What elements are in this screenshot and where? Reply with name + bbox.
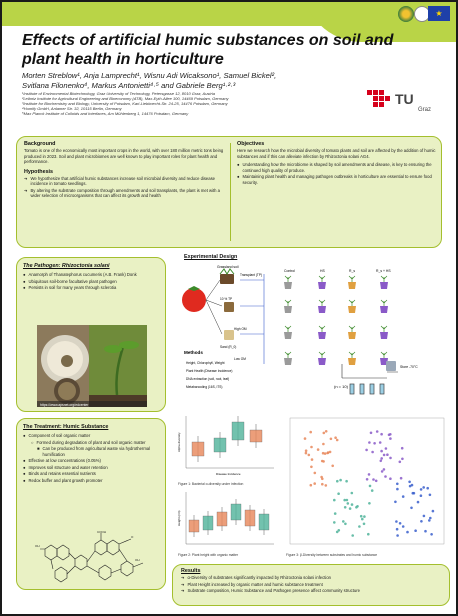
figure-2-boxplot xyxy=(176,490,276,552)
eu-flag-icon: ★ xyxy=(428,6,450,21)
svg-text:Metabarcoding (16S, ITS): Metabarcoding (16S, ITS) xyxy=(186,385,223,389)
affiliation: ⁴Humify GmbH, Anlamer Str. 32, 10115 Berlin, Germany xyxy=(22,106,122,111)
objectives-heading: Objectives xyxy=(237,141,265,147)
scatter-point xyxy=(366,478,369,481)
treatment-subbullet: ■ Can be produced from agricultural waste via hydrothermal humification xyxy=(37,446,151,457)
poster xyxy=(2,2,456,614)
figure-2-caption: Figure 2: Plant height with organic matter xyxy=(178,553,239,557)
pathogen-photo xyxy=(37,325,147,407)
scatter-point xyxy=(412,492,415,495)
scatter-point xyxy=(424,530,427,533)
scatter-point xyxy=(389,477,392,480)
hypothesis-heading: Hypothesis xyxy=(24,168,54,175)
seedling-icon xyxy=(381,352,387,358)
svg-text:Methods: Methods xyxy=(184,350,203,355)
scatter-point xyxy=(331,465,334,468)
scatter-point xyxy=(305,449,308,452)
scatter-point xyxy=(317,448,320,451)
pathogen-bullet: ● Anamorph of Thanatephorus cucumeris (A.B. Frank) Donk xyxy=(23,272,137,277)
scatter-point xyxy=(376,430,379,433)
scatter-point xyxy=(389,457,392,460)
box-mark xyxy=(214,438,226,452)
scatter-point xyxy=(379,441,382,444)
scatter-point xyxy=(308,454,311,457)
scatter-point xyxy=(402,495,405,498)
background-text: Tomato is one of the economically most important crops in the world, with over 180 million metric tons being produced in 2023. Soil and plant microbiomes are well known to play important roles for plant health and performance. xyxy=(24,148,224,165)
scatter-point xyxy=(400,477,403,480)
experimental-design-panel xyxy=(172,252,450,412)
scatter-point xyxy=(380,460,383,463)
scatter-point xyxy=(396,488,399,491)
treatment-bullet: ● Redox buffer and plant growth promoter xyxy=(23,477,103,483)
box-mark xyxy=(232,422,244,440)
scatter-point xyxy=(349,507,352,510)
scatter-point xyxy=(310,446,313,449)
scatter-point xyxy=(368,441,371,444)
pot-icon xyxy=(348,306,356,313)
seedling-icon xyxy=(285,326,291,332)
results-heading: Results xyxy=(181,568,201,574)
scatter-point xyxy=(406,531,409,534)
affiliation: ¹Institute of Environmental Biotechnology, Graz University of Technology, Petersgasse 12, 8010 Graz, Austria xyxy=(22,91,215,96)
svg-text:Height (cm): Height (cm) xyxy=(177,510,181,526)
tu-logo-text: TU xyxy=(395,91,414,107)
results-bullet: ➔ Plant Height increased by organic matter and humic substance treatment xyxy=(181,581,323,587)
figure-3-caption: Figure 3: β-Diversity between substrates and humic substance xyxy=(286,553,378,557)
scatter-point xyxy=(321,460,324,463)
scatter-point xyxy=(336,439,339,442)
scatter-point xyxy=(370,432,373,435)
results-bullet: ➔ Substrate composition, Humic Substance and Pathogen presence affect community structure xyxy=(181,588,360,593)
scatter-point xyxy=(389,437,392,440)
box-mark xyxy=(203,516,213,530)
scatter-point xyxy=(369,485,372,488)
scatter-point xyxy=(368,473,371,476)
scatter-point xyxy=(375,480,378,483)
scatter-point xyxy=(304,437,307,440)
scatter-point xyxy=(417,501,420,504)
authors xyxy=(22,71,382,90)
humic-structure-diagram xyxy=(35,529,153,587)
scatter-point xyxy=(310,484,313,487)
svg-text:Low OM: Low OM xyxy=(234,357,246,361)
scatter-point xyxy=(414,529,417,532)
scatter-point xyxy=(420,488,423,491)
pot-icon xyxy=(380,282,388,289)
svg-text:R_s: R_s xyxy=(349,269,356,273)
scatter-point xyxy=(321,483,324,486)
scatter-point xyxy=(380,457,383,460)
scatter-point xyxy=(334,512,337,515)
scatter-point xyxy=(380,450,383,453)
objectives-text: Here we research how the microbial diversity of tomato plants and soil are affected by the addition of humic substances and if this can alleviate infection by Rhizoctonia solani AG4. xyxy=(237,148,436,159)
seedling-icon xyxy=(349,300,355,306)
svg-text:OH: OH xyxy=(135,558,140,562)
scatter-point xyxy=(325,430,328,433)
scatter-point xyxy=(373,442,376,445)
scatter-point xyxy=(401,458,404,461)
scatter-point xyxy=(356,505,359,508)
seedling-icon xyxy=(349,276,355,282)
svg-text:Store -70°C: Store -70°C xyxy=(400,365,418,369)
figure-3-scatter xyxy=(284,416,448,550)
intro-box xyxy=(16,136,442,248)
scatter-point xyxy=(360,515,363,518)
svg-text:Sand (R_0): Sand (R_0) xyxy=(220,345,237,349)
seedling-icon xyxy=(381,300,387,306)
results-box xyxy=(172,564,450,606)
box-mark xyxy=(189,520,199,532)
scatter-point xyxy=(323,432,326,435)
figure-1-caption: Figure 1: Bacterial α-diversity under infection xyxy=(178,482,244,486)
svg-text:DNA extraction (soil, root, le: DNA extraction (soil, root, leaf) xyxy=(186,377,230,381)
scatter-point xyxy=(410,507,413,510)
pathogen-bullet: ● Persists in soil for many years through sclerotia xyxy=(23,285,117,290)
affiliation: ³Institute for Biochemistry and Biology, University of Potsdam, Karl-Liebknecht-Str. 24-25, 14476 Potsdam, Germany xyxy=(22,101,228,106)
figure-1-boxplot xyxy=(176,412,276,482)
scatter-point xyxy=(330,438,333,441)
partner-logo-1 xyxy=(398,6,414,22)
scatter-point xyxy=(313,482,316,485)
scatter-point xyxy=(339,479,342,482)
scatter-point xyxy=(396,483,399,486)
seedling-icon xyxy=(381,276,387,282)
title-line-2: plant health in horticulture xyxy=(22,51,224,68)
pot-icon xyxy=(284,306,292,313)
seedling-icon xyxy=(319,300,325,306)
pathogen-heading: The Pathogen: Rhizoctonia solani xyxy=(23,263,110,269)
svg-text:High OM: High OM xyxy=(234,327,247,331)
treatment-box xyxy=(16,418,166,590)
scatter-point xyxy=(429,494,432,497)
scatter-point xyxy=(365,449,368,452)
scatter-point xyxy=(351,492,354,495)
scatter-point xyxy=(371,451,374,454)
affiliations xyxy=(22,91,352,116)
pot-icon xyxy=(318,282,326,289)
scatter-point xyxy=(367,533,370,536)
box-mark xyxy=(217,512,227,526)
scatter-point xyxy=(396,534,399,537)
treatment-bullet: ● Effective at low concentrations (0.05%) xyxy=(23,458,101,463)
scatter-point xyxy=(399,522,402,525)
figures-panel xyxy=(172,412,450,562)
svg-text:Plant Health (Disease Incidenc: Plant Health (Disease Incidence) xyxy=(186,369,233,373)
pot-icon xyxy=(318,332,326,339)
treatment-bullet: ● Component of soil organic matter xyxy=(23,433,91,438)
scatter-point xyxy=(420,520,423,523)
scatter-point xyxy=(305,452,308,455)
tomato-icon xyxy=(182,288,206,312)
background-heading: Background xyxy=(24,141,56,147)
seedling-icon xyxy=(319,326,325,332)
treatment-bullet: ● Binds and retains essential nutrients xyxy=(23,471,96,476)
scatter-point xyxy=(322,443,325,446)
scatter-point xyxy=(329,451,332,454)
scatter-point xyxy=(428,519,431,522)
scatter-point xyxy=(342,520,345,523)
scatter-point xyxy=(432,510,435,513)
pathogen-box xyxy=(16,257,166,412)
pot-icon xyxy=(348,358,356,365)
box-mark xyxy=(192,442,204,456)
scatter-point xyxy=(334,436,337,439)
box-mark xyxy=(245,510,255,526)
pot-icon xyxy=(318,306,326,313)
hypothesis-bullet: ➔ By altering the substrate composition through amendments and soil transplants, the plant is met with a wider selection of microorganisms that can affect its growth and health xyxy=(24,187,220,199)
pot-icon xyxy=(380,332,388,339)
scatter-point xyxy=(385,447,388,450)
svg-text:(n = 10): (n = 10) xyxy=(334,384,348,389)
box-mark xyxy=(231,504,241,520)
tu-logo-sub: Graz xyxy=(418,107,432,113)
scatter-point xyxy=(386,453,389,456)
title-line-1: Effects of artificial humic substances on soil and xyxy=(22,32,394,49)
scatter-point xyxy=(333,499,336,502)
pot-icon xyxy=(380,306,388,313)
design-diagram xyxy=(172,260,450,412)
treatment-subbullet: ○ Formed during degradation of plant and soil organic matter xyxy=(31,439,146,445)
design-heading: Experimental Design xyxy=(184,254,238,260)
scatter-point xyxy=(343,499,346,502)
svg-text:HS: HS xyxy=(320,269,325,273)
scatter-point xyxy=(324,452,327,455)
pathogen-photo-caption: https://www.apsnet.org/edcenter xyxy=(40,403,89,407)
seedling-icon xyxy=(319,352,325,358)
pot-icon xyxy=(348,282,356,289)
scatter-point xyxy=(409,485,412,488)
scatter-point xyxy=(383,468,386,471)
scatter-point xyxy=(399,461,402,464)
scatter-point xyxy=(426,487,429,490)
seedling-icon xyxy=(285,300,291,306)
seedling-icon xyxy=(381,326,387,332)
results-bullet: ➔ α-Diversity of substrates significantly impacted by Rhizoctonia solani infection xyxy=(181,575,331,580)
scatter-point xyxy=(311,458,314,461)
authors-line-1: Morten Streblow¹, Anja Lamprecht¹, Wisnu Adi Wicaksono¹, Samuel Bickel², xyxy=(22,71,277,80)
scatter-point xyxy=(337,492,340,495)
scatter-point xyxy=(344,523,347,526)
svg-text:Grassland soil: Grassland soil xyxy=(217,265,239,269)
scatter-point xyxy=(333,521,336,524)
scatter-point xyxy=(310,466,313,469)
svg-text:Alpha diversity: Alpha diversity xyxy=(177,432,181,452)
scatter-point xyxy=(381,470,384,473)
box-mark xyxy=(250,430,262,442)
box-mark xyxy=(259,514,269,530)
scatter-point xyxy=(384,475,387,478)
scatter-point xyxy=(321,478,324,481)
pot-icon xyxy=(284,282,292,289)
scatter-point xyxy=(380,433,383,436)
scatter-point xyxy=(423,515,426,518)
scatter-point xyxy=(361,518,364,521)
affiliation: ⁵Max Planck Institute of Colloids and Interfaces, Am Mühlenberg 1, 14476 Potsdam, Germany xyxy=(22,111,189,116)
scatter-point xyxy=(358,525,361,528)
treatment-bullet: ● Improves soil structure and water retention xyxy=(23,464,108,470)
scatter-point xyxy=(345,480,348,483)
pot-icon xyxy=(284,358,292,365)
objectives-bullet: ● Understanding how the microbiome is shaped by soil amendments and disease, is key to ensuring the continued high quality of produce. xyxy=(237,162,432,173)
scatter-point xyxy=(402,525,405,528)
scatter-point xyxy=(422,486,425,489)
svg-text:OH: OH xyxy=(35,544,40,548)
tu-graz-logo xyxy=(367,88,437,114)
scatter-point xyxy=(363,515,366,518)
affiliation: ²Leibniz Institute for Agricultural Engineering and Bioeconomy (ATB), Max-Eyth-Allee 100, 14469 Potsdam, Germany xyxy=(22,96,229,101)
scatter-point xyxy=(351,503,354,506)
scatter-point xyxy=(408,481,411,484)
scatter-point xyxy=(363,523,366,526)
scatter-point xyxy=(325,484,328,487)
seedling-icon xyxy=(349,352,355,358)
hypothesis-bullet: ➔ We hypothesize that artificial humic substances increase soil microbial diversity and reduce disease incidence in tomato seedlings. xyxy=(24,175,216,187)
svg-text:Control: Control xyxy=(284,269,295,273)
scatter-point xyxy=(314,472,317,475)
seedling-icon xyxy=(285,352,291,358)
svg-text:Transplant (TP): Transplant (TP) xyxy=(240,273,263,277)
seedling-icon xyxy=(349,326,355,332)
scatter-point xyxy=(383,454,386,457)
scatter-point xyxy=(372,478,375,481)
treatment-heading: The Treatment: Humic Substance xyxy=(23,424,109,430)
scatter-point xyxy=(371,489,374,492)
scatter-point xyxy=(347,502,350,505)
objectives-bullet: ● Maintaining plant health and managing pathogen outbreaks in horticulture are essential to ensure food security. xyxy=(237,174,432,185)
scatter-point xyxy=(394,501,397,504)
scatter-point xyxy=(429,517,432,520)
svg-text:Disease Incidence: Disease Incidence xyxy=(216,472,241,476)
svg-text:O: O xyxy=(131,535,134,539)
svg-text:COOH: COOH xyxy=(97,530,106,534)
pot-icon xyxy=(318,358,326,365)
scatter-point xyxy=(396,528,399,531)
svg-text:R_s + HS: R_s + HS xyxy=(376,269,391,273)
scatter-point xyxy=(388,434,391,437)
svg-text:Height, Chlorophyll, Weight: Height, Chlorophyll, Weight xyxy=(186,361,225,365)
pot-icon xyxy=(348,332,356,339)
poster-title xyxy=(22,31,402,69)
scatter-point xyxy=(351,534,354,537)
scatter-point xyxy=(338,529,341,532)
scatter-point xyxy=(336,480,339,483)
pathogen-bullet: ● Ubiquitous soil-borne facultative plant pathogen xyxy=(23,278,117,284)
scatter-point xyxy=(344,506,347,509)
scatter-point xyxy=(420,494,423,497)
scatter-point xyxy=(368,502,371,505)
seedling-icon xyxy=(285,276,291,282)
scatter-point xyxy=(401,447,404,450)
authors-line-2: Svitlana Filonenko⁴, Markus Antonietti⁴·⁵ and Gabriele Berg¹·²·³ xyxy=(22,80,236,90)
seedling-icon xyxy=(319,276,325,282)
scatter-point xyxy=(430,533,433,536)
scatter-point xyxy=(395,520,398,523)
scatter-point xyxy=(309,431,312,434)
pot-icon xyxy=(284,332,292,339)
svg-text:10 % TP: 10 % TP xyxy=(220,297,233,301)
